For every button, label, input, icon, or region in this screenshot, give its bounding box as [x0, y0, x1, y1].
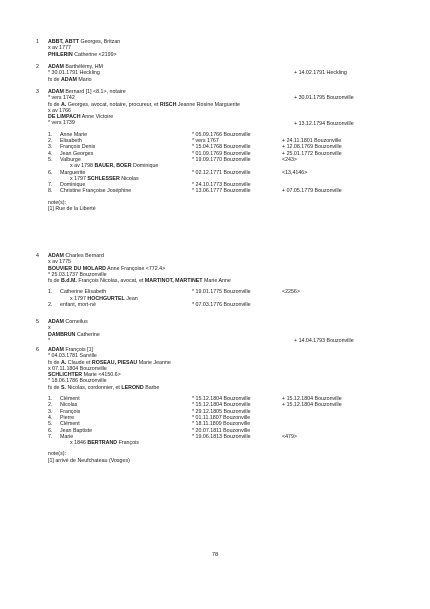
child-name: Anne Marie: [60, 131, 88, 138]
note-line: [1] Rue de la Liberté: [48, 206, 96, 213]
surname: HOCHGURTEL: [87, 295, 125, 302]
text-segment: fs de: [48, 359, 61, 366]
text-segment: x 07.11.1804 Bouzonville: [48, 365, 107, 372]
text-segment: Jeanne Rosine Marguerite: [176, 101, 241, 108]
entry-body: [48, 319, 408, 344]
child-death: + 24.11.1801 Bouzonville: [282, 138, 342, 145]
child-name: Pierre: [60, 414, 75, 421]
entry-body: [48, 253, 408, 308]
child-birth: * 19.01.1775 Bouzonville: [192, 289, 251, 296]
child-number: 1.: [48, 396, 53, 403]
surname: SCHLICHTER: [48, 372, 83, 379]
children-list: [48, 132, 408, 195]
text-segment: Georges, avocat, notaire, procureur, et: [66, 101, 160, 108]
text-segment: fs de: [48, 278, 61, 285]
death-date: + 14.02.1791 Heckling: [294, 70, 347, 77]
text-segment: fs de: [48, 76, 61, 83]
text-segment: * vers 1742: [48, 95, 75, 102]
surname: B.d.M.: [60, 278, 77, 285]
text-segment: x: [48, 325, 51, 332]
child-name: x av 1798 BAUER, BOER Dominique: [70, 163, 159, 170]
text-segment: François [1]: [63, 347, 94, 353]
child-name: Jean Baptiste: [60, 427, 93, 434]
note-line: note(s):: [48, 451, 66, 458]
text-segment: * 25.03.1737 Bouzonville: [48, 271, 107, 278]
entry-line: [48, 385, 408, 391]
text-segment: Nicolas, cordonnier, et: [65, 384, 122, 391]
note-line: [1] arrivé de Neufchateau (Vosges): [48, 457, 130, 464]
death-date: + 30.01.1795 Bouzonville: [294, 95, 354, 102]
child-name: François Denis: [60, 144, 96, 151]
entry-line: [48, 77, 408, 83]
children-list: [48, 289, 408, 308]
text-segment: Barthélémy, HM: [63, 64, 103, 70]
entry-body: [48, 347, 408, 464]
text-segment: Bernard [1] <8.1>, notaire: [63, 89, 126, 95]
surname: SCHLESSER: [87, 175, 120, 182]
entry-number: 6: [36, 347, 39, 353]
child-name: enfant, mort-né: [60, 302, 96, 309]
surname: LEROND: [121, 384, 144, 391]
text-segment: Georges, Britzan: [79, 39, 121, 45]
child-name: x 1846 BERTRAND François: [70, 440, 139, 447]
child-number: 1.: [48, 131, 53, 138]
child-number: 5.: [48, 156, 53, 163]
surname: ABBT, ABTT: [48, 39, 79, 45]
child-birth: * 07.03.1776 Bouzonville: [192, 302, 251, 309]
text-segment: Barbe: [143, 384, 160, 391]
child-death: <13,4146>: [282, 169, 308, 176]
child-name: Valburge: [60, 156, 81, 163]
child-number: 3.: [48, 144, 53, 151]
child-death: + 15.12.1804 Bouzonville: [282, 402, 342, 409]
child-number: 2.: [48, 402, 53, 409]
child-name: Elisabeth: [60, 138, 82, 145]
child-number: 2.: [48, 138, 53, 145]
child-death: <479>: [282, 433, 298, 440]
child-birth: * 24.10.1773 Bouzonville: [192, 182, 251, 189]
child-number: 8.: [48, 188, 53, 195]
child-number: 2.: [48, 302, 53, 309]
entry-line: [48, 278, 408, 284]
surname: MARTINOT, MARTINET: [144, 278, 203, 285]
text-segment: * 04.03.1781 Sarville: [48, 353, 97, 360]
entry-number: 2: [36, 64, 39, 70]
child-birth: * 15.12.1804 Bouzonville: [192, 402, 251, 409]
text-segment: *: [48, 337, 51, 344]
child-birth: * 05.09.1766 Bouzonville: [192, 131, 251, 138]
text-segment: * vers 1739: [48, 120, 75, 127]
text-segment: Marie Anne: [202, 278, 231, 285]
child-number: 7.: [48, 433, 53, 440]
child-number: 5.: [48, 421, 53, 428]
child-birth: * 02.12.1771 Bouzonville: [192, 169, 251, 176]
death-date: + 13.12.1794 Bouzonville: [294, 120, 354, 127]
child-death: + 12.08.1769 Bouzonville: [282, 144, 342, 151]
text-segment: Marie <4150.6>: [82, 372, 121, 379]
entry-number: 1: [36, 39, 39, 45]
child-name: Jean Georges: [60, 150, 94, 157]
child-birth: * 13.06.1777 Bouzonville: [192, 188, 251, 195]
child-number: 7.: [48, 182, 53, 189]
child-spouse: [48, 440, 408, 446]
children-list: [48, 396, 408, 446]
child-name: x 1797 HOCHGURTEL Jean: [70, 295, 138, 302]
surname: DAMBRUN: [48, 331, 76, 338]
text-segment: x av 1775: [48, 259, 71, 266]
text-segment: Catherine <2199>: [72, 51, 117, 58]
text-segment: fs de: [48, 101, 61, 108]
surname: RISCH: [159, 101, 177, 108]
surname: ADAM: [48, 319, 64, 325]
surname: ADAM: [48, 253, 64, 259]
child-name: Christine Françoise Joséphine: [60, 188, 132, 195]
child-birth: * 01.11.1807 Bouzonville: [192, 414, 251, 421]
text-segment: * 30.01.1791 Heckling: [48, 70, 100, 77]
text-segment: Mario: [76, 76, 92, 83]
child-birth: * 19.09.1770 Bouzonville: [192, 156, 251, 163]
child-row: [48, 302, 408, 308]
entry-body: [48, 64, 408, 83]
child-number: 4.: [48, 414, 53, 421]
entry-number: 3: [36, 89, 39, 95]
surname: A.: [60, 101, 67, 108]
entry-number: 4: [36, 253, 39, 259]
surname: BERTRAND: [87, 440, 118, 447]
child-death: + 07.05.1779 Bouzonville: [282, 188, 342, 195]
child-number: 4.: [48, 150, 53, 157]
child-name: Nicolas: [60, 402, 78, 409]
text-segment: Anne Victoire: [80, 114, 114, 121]
child-name: Clément: [60, 421, 80, 428]
child-name: Marie: [60, 433, 74, 440]
entry-note: [48, 200, 408, 213]
child-name: x 1797 SCHLESSER Nicolas: [70, 175, 139, 182]
child-number: 3.: [48, 408, 53, 415]
child-number: 6.: [48, 427, 53, 434]
child-birth: * 29.12.1805 Bouzonville: [192, 408, 251, 415]
text-segment: x av 1766: [48, 107, 71, 114]
page-number: 78: [211, 552, 219, 558]
entry-line: [48, 52, 408, 58]
child-birth: * 19.06.1813 Bouzonville: [192, 433, 251, 440]
child-birth: * 01.09.1769 Bouzonville: [192, 150, 251, 157]
child-birth: * 18.11.1809 Bouzonville: [192, 421, 251, 428]
surname: ADAM: [60, 76, 77, 83]
surname: ADAM: [48, 347, 64, 353]
child-birth: * vers 1767: [192, 138, 219, 145]
surname: BAUER, BOER: [94, 163, 132, 170]
child-birth: * 20.07.1811 Bouzonville: [192, 427, 251, 434]
child-death: + 15.12.1804 Bouzonville: [282, 396, 342, 403]
child-row: [48, 188, 408, 194]
child-name: François: [60, 408, 81, 415]
entry-note: [48, 451, 408, 464]
text-segment: Charles Bernard: [63, 253, 104, 259]
child-birth: * 15.04.1768 Bouzonville: [192, 144, 251, 151]
surname: DE LIMPACH: [48, 114, 81, 121]
text-segment: Anne Françoise <772.4>: [105, 265, 166, 272]
child-death: + 25.01.1772 Bouzonville: [282, 150, 342, 157]
surname: S.: [60, 384, 66, 391]
text-segment: Marie Jeanne: [137, 359, 171, 366]
child-name: Clément: [60, 396, 80, 403]
child-name: Catherine Elisabeth: [60, 289, 107, 296]
child-death: <2256>: [282, 289, 300, 296]
note-line: note(s):: [48, 199, 66, 206]
entry-line: [48, 120, 408, 126]
death-date: + 14.04.1793 Bouzonville: [294, 337, 354, 344]
surname: PHILERIN: [48, 51, 73, 58]
surname: BOUVIER DU MOLARD: [48, 265, 106, 272]
entry-line: [48, 338, 408, 344]
entry-body: [48, 39, 408, 58]
child-number: 1.: [48, 289, 53, 296]
text-segment: François Nicolas, avocat, et: [76, 278, 145, 285]
text-segment: Catherine: [75, 331, 100, 338]
surname: ADAM: [48, 89, 64, 95]
surname: ADAM: [48, 64, 64, 70]
child-birth: * 15.12.1804 Bouzonville: [192, 396, 251, 403]
text-segment: Corneilus: [63, 319, 88, 325]
entry-body: [48, 89, 408, 212]
text-segment: x av 1777: [48, 45, 71, 52]
child-name: Dominique: [60, 182, 86, 189]
text-segment: Claude et: [66, 359, 92, 366]
text-segment: fs de: [48, 384, 61, 391]
child-death: <243>: [282, 156, 298, 163]
surname: A.: [60, 359, 67, 366]
text-segment: * 18.06.1786 Bouzonville: [48, 378, 107, 385]
child-name: Marguerite: [60, 169, 86, 176]
entry-number: 5: [36, 319, 39, 325]
surname: ROSEAU, PIESAU: [91, 359, 138, 366]
child-number: 6.: [48, 169, 53, 176]
